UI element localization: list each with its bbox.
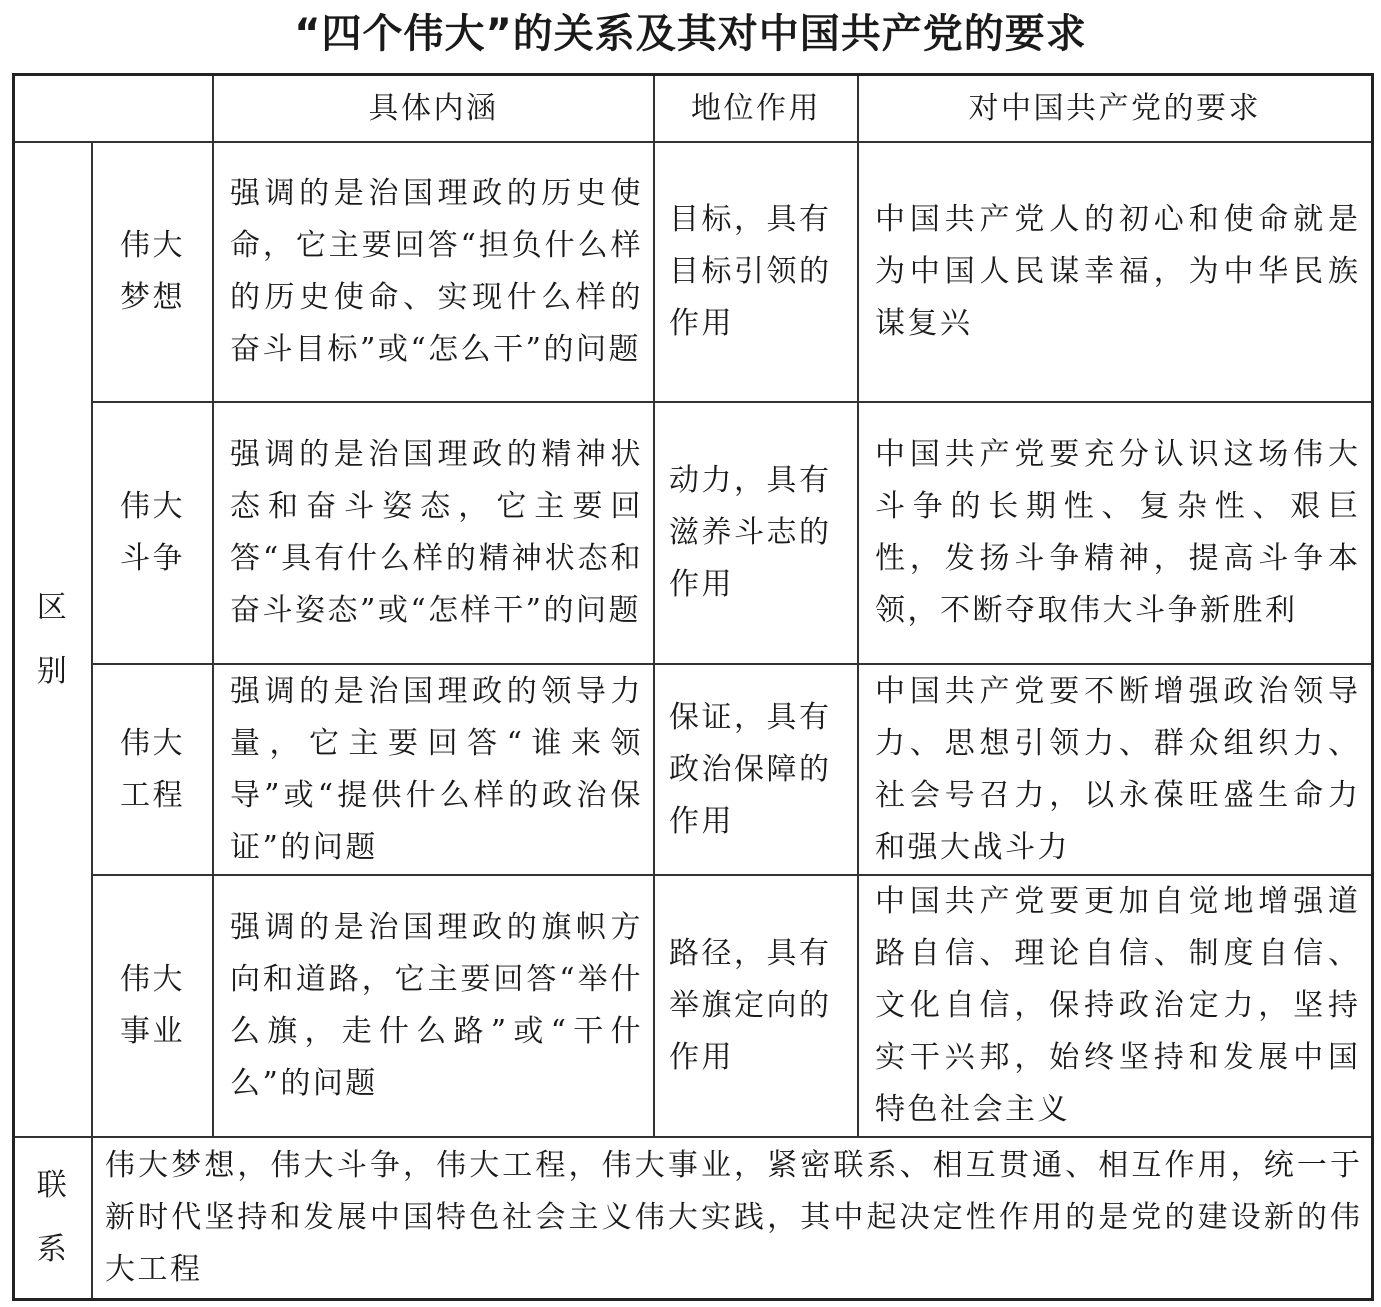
connection-label-cell <box>14 1137 93 1299</box>
row-requirement: 中国共产党要充分认识这场伟大斗争的长期性、复杂性、艰巨性，发扬斗争精神，提高斗争本领，不断夺取伟大斗争新胜利 <box>858 402 1372 664</box>
row-name-cell <box>92 142 213 402</box>
connection-label: 联系 <box>36 1167 70 1267</box>
row-name: 伟大事业 <box>120 962 185 1049</box>
row-name-cell <box>92 875 213 1137</box>
header-row <box>14 75 1373 143</box>
row-content: 强调的是治国理政的领导力量，它主要回答“谁来领导”或“提供什么样的政治保证”的问题 <box>213 664 654 875</box>
header-empty <box>14 75 214 143</box>
row-name: 伟大斗争 <box>120 489 185 576</box>
table-row <box>14 875 1373 1137</box>
row-requirement: 中国共产党要更加自觉地增强道路自信、理论自信、制度自信、文化自信，保持政治定力，坚持实干兴邦，始终坚持和发展中国特色社会主义 <box>858 875 1372 1137</box>
page-title: “四个伟大”的关系及其对中国共产党的要求 <box>294 11 1087 57</box>
table-row <box>14 402 1373 664</box>
connection-text: 伟大梦想，伟大斗争，伟大工程，伟大事业，紧密联系、相互贯通、相互作用，统一于新时代坚持和发展中国特色社会主义伟大实践，其中起决定性作用的是党的建设新的伟大工程 <box>92 1137 1372 1299</box>
row-content: 强调的是治国理政的历史使命，它主要回答“担负什么样的历史使命、实现什么样的奋斗目标”或“怎么干”的问题 <box>213 142 654 402</box>
row-requirement: 中国共产党要不断增强政治领导力、思想引领力、群众组织力、社会号召力，以永葆旺盛生命力和强大战斗力 <box>858 664 1372 875</box>
row-role: 动力，具有滋养斗志的作用 <box>654 402 858 664</box>
row-content: 强调的是治国理政的精神状态和奋斗姿态，它主要回答“具有什么样的精神状态和奋斗姿态”或“怎样干”的问题 <box>213 402 654 664</box>
row-name-cell <box>92 664 213 875</box>
row-role: 目标，具有目标引领的作用 <box>654 142 858 402</box>
row-content: 强调的是治国理政的旗帜方向和道路，它主要回答“举什么旗，走什么路”或“干什么”的问题 <box>213 875 654 1137</box>
header-requirement: 对中国共产党的要求 <box>858 75 1372 143</box>
row-role: 保证，具有政治保障的作用 <box>654 664 858 875</box>
four-greats-table <box>12 73 1374 1301</box>
header-content: 具体内涵 <box>213 75 654 143</box>
table-row <box>14 664 1373 875</box>
row-role: 路径，具有举旗定向的作用 <box>654 875 858 1137</box>
header-role: 地位作用 <box>654 75 858 143</box>
row-requirement: 中国共产党人的初心和使命就是为中国人民谋幸福，为中华民族谋复兴 <box>858 142 1372 402</box>
table-row <box>14 142 1373 402</box>
connection-row <box>14 1137 1373 1299</box>
difference-label-cell <box>14 142 93 1137</box>
difference-label: 区别 <box>36 589 70 689</box>
row-name-cell <box>92 402 213 664</box>
row-name: 伟大工程 <box>120 725 185 813</box>
row-name: 伟大梦想 <box>120 228 185 315</box>
